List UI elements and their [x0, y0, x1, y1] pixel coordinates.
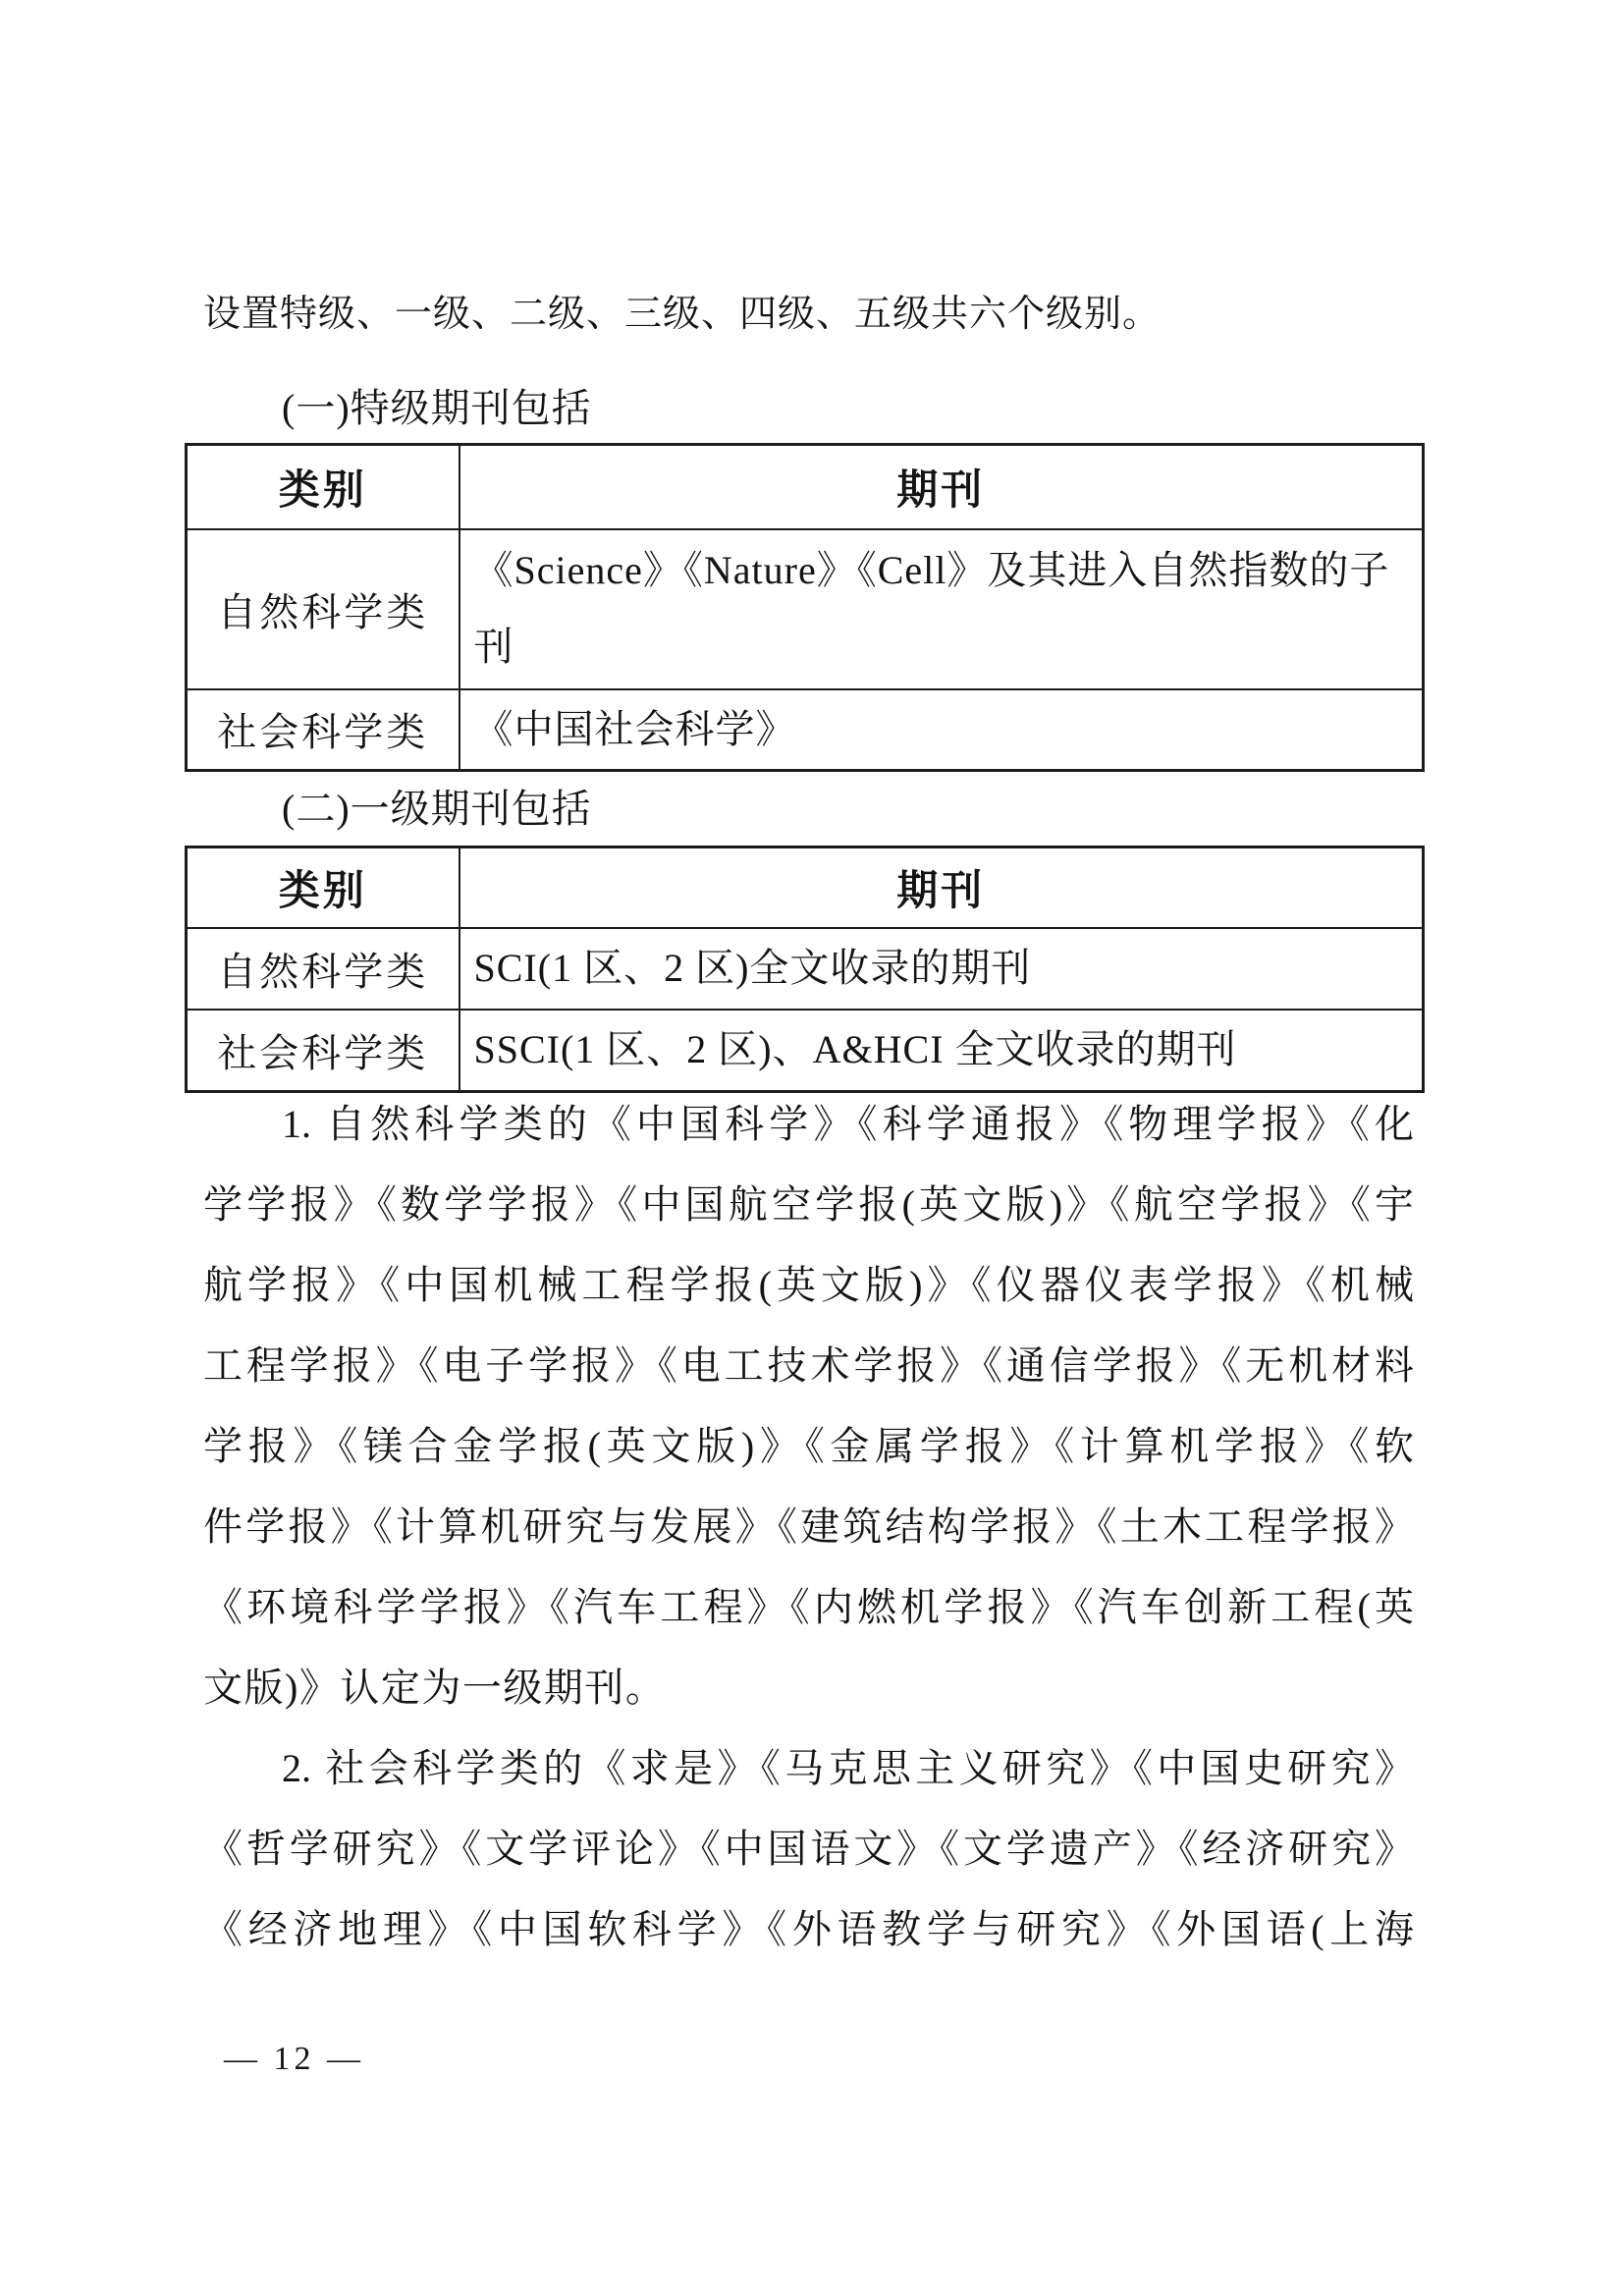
journal-cell: 《Science》《Nature》《Cell》及其进入自然指数的子刊 [460, 529, 1424, 689]
journal-cell: 《中国社会科学》 [460, 689, 1424, 771]
table-row [187, 928, 1424, 1010]
section-2-heading: (二)一级期刊包括 [282, 787, 592, 831]
paragraph-line: 航学报》《中国机械工程学报(英文版)》《仪器仪表学报》《机械 [203, 1263, 1414, 1307]
paragraph-line: 学报》《镁合金学报(英文版)》《金属学报》《计算机学报》《软 [203, 1424, 1414, 1468]
paragraph-line: 学学报》《数学学报》《中国航空学报(英文版)》《航空学报》《宇 [203, 1182, 1414, 1227]
column-header-journal: 期刊 [460, 847, 1424, 928]
journal-cell: SSCI(1 区、2 区)、A&HCI 全文收录的期刊 [460, 1010, 1424, 1092]
column-header-journal: 期刊 [460, 445, 1424, 529]
category-cell: 社会科学类 [187, 689, 460, 771]
table-row [187, 1010, 1424, 1092]
column-header-category: 类别 [187, 847, 460, 928]
table-header-row [187, 445, 1424, 529]
category-cell: 自然科学类 [187, 529, 460, 689]
category-cell: 社会科学类 [187, 1010, 460, 1092]
table-row [187, 689, 1424, 771]
paragraph-line: 文版)》认定为一级期刊。 [203, 1666, 667, 1710]
section-1-heading: (一)特级期刊包括 [282, 386, 592, 430]
paragraph-line: 2. 社会科学类的《求是》《马克思主义研究》《中国史研究》 [282, 1746, 1414, 1790]
table-header-row [187, 847, 1424, 928]
journal-cell: SCI(1 区、2 区)全文收录的期刊 [460, 928, 1424, 1010]
paragraph-line: 件学报》《计算机研究与发展》《建筑结构学报》《土木工程学报》 [203, 1504, 1414, 1549]
first-grade-journal-table [185, 846, 1425, 1093]
paragraph-natural-science [203, 1084, 1414, 1728]
paragraph-line: 《哲学研究》《文学评论》《中国语文》《文学遗产》《经济研究》 [203, 1827, 1414, 1871]
page-number: — 12 — [224, 2041, 364, 2077]
intro-line: 设置特级、一级、二级、三级、四级、五级共六个级别。 [203, 294, 1162, 335]
special-grade-journal-table [185, 443, 1425, 772]
category-cell: 自然科学类 [187, 928, 460, 1010]
paragraph-line: 工程学报》《电子学报》《电工技术学报》《通信学报》《无机材料 [203, 1343, 1414, 1388]
column-header-category: 类别 [187, 445, 460, 529]
paragraph-line: 《经济地理》《中国软科学》《外语教学与研究》《外国语(上海 [203, 1907, 1414, 1951]
table-row [187, 529, 1424, 689]
paragraph-line: 1. 自然科学类的《中国科学》《科学通报》《物理学报》《化 [282, 1102, 1414, 1146]
paragraph-line: 《环境科学学报》《汽车工程》《内燃机学报》《汽车创新工程(英 [203, 1585, 1414, 1629]
paragraph-social-science [203, 1728, 1414, 1970]
